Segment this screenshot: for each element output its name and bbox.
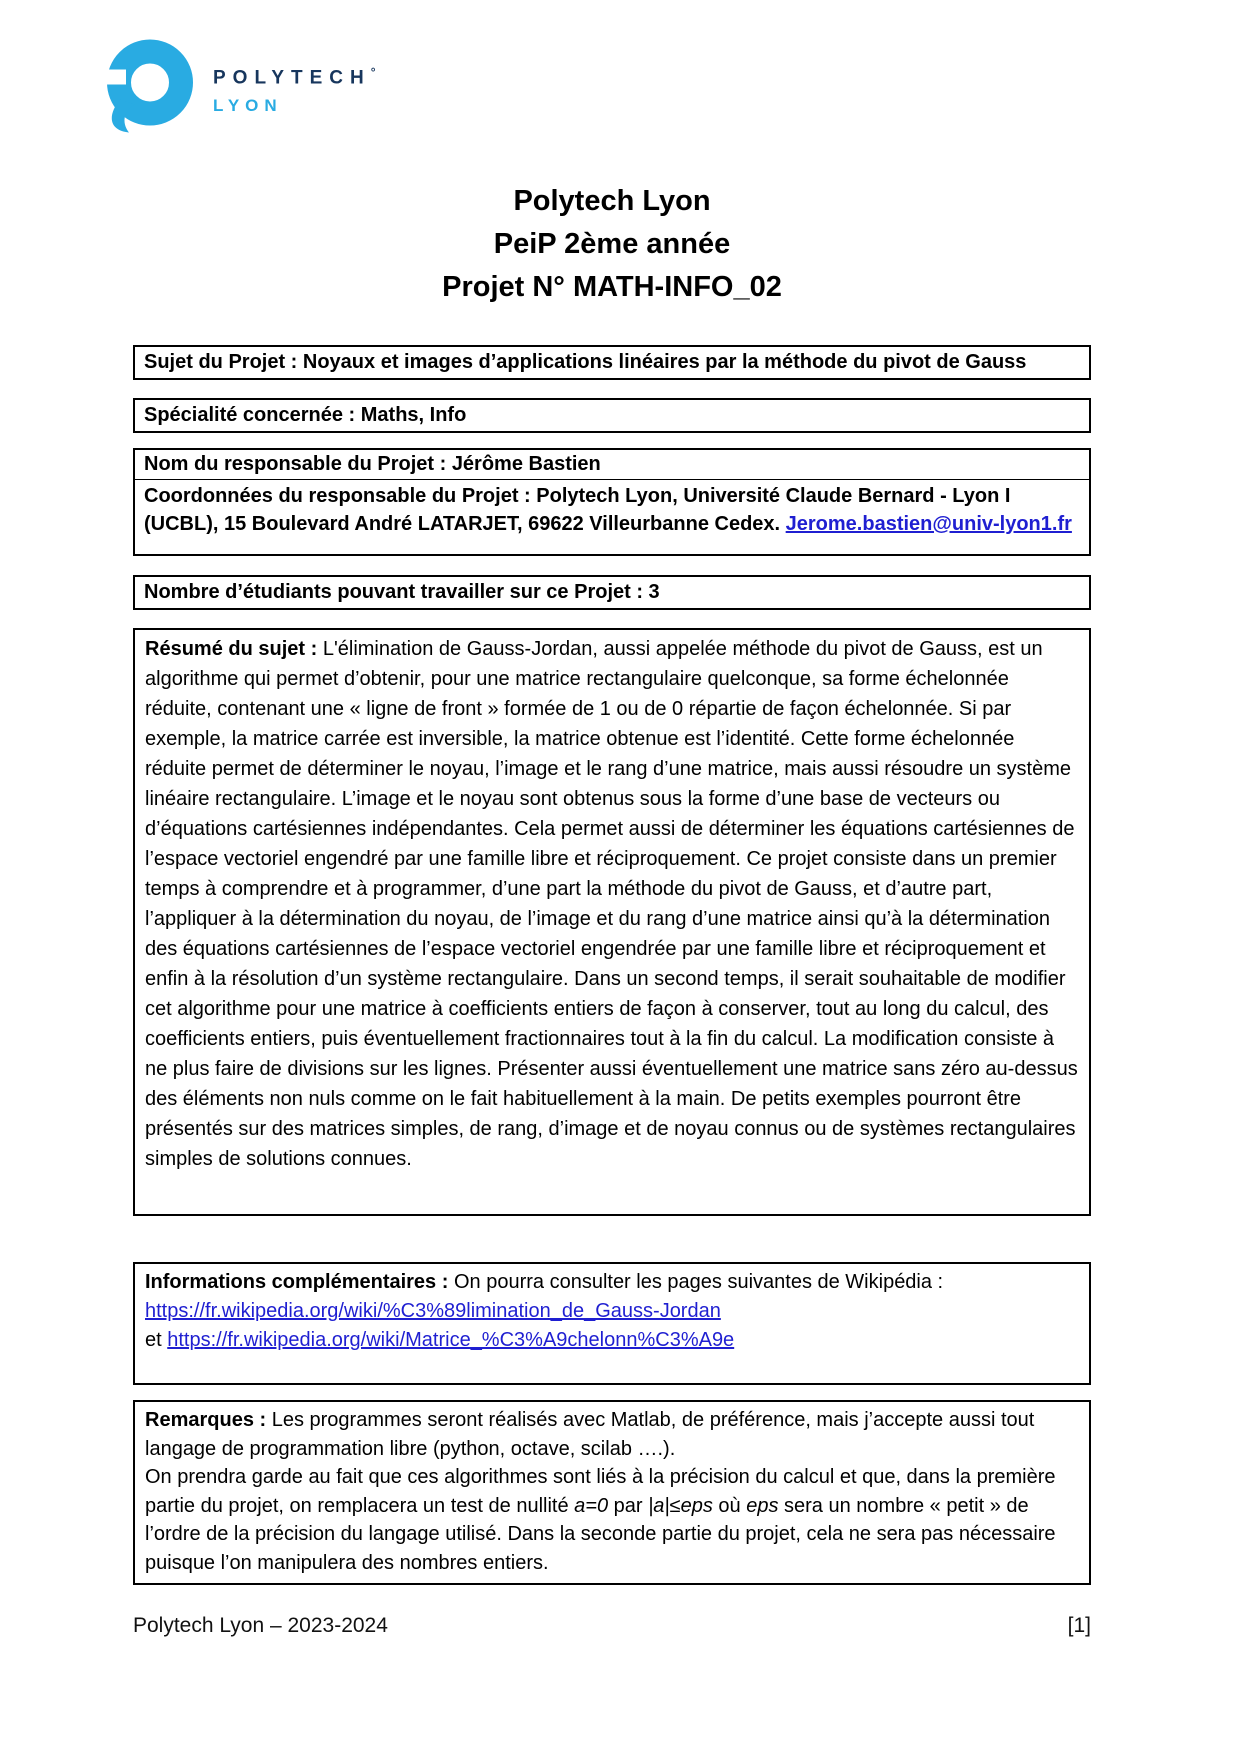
wiki-link-2[interactable]: https://fr.wikipedia.org/wiki/Matrice_%C3%A9chelonn%C3%A9e	[167, 1329, 735, 1351]
document-title	[133, 180, 1091, 309]
brand-name: POLYTECH	[213, 67, 371, 89]
remarks-label: Remarques :	[145, 1409, 272, 1431]
info-link-line-1	[145, 1297, 1079, 1326]
supervisor-box	[133, 448, 1091, 556]
remarks-math-a0: a=0	[574, 1494, 609, 1517]
degree-mark: °	[370, 65, 376, 79]
remarks-math-eps: eps	[746, 1494, 779, 1517]
specialty-text: Spécialité concernée : Maths, Info	[144, 404, 467, 426]
info-link-line-2	[145, 1326, 1079, 1355]
summary-label: Résumé du sujet :	[145, 638, 318, 660]
footer-school-year: Polytech Lyon – 2023-2024	[133, 1614, 388, 1637]
subject-text: Sujet du Projet : Noyaux et images d’applications linéaires par la méthode du pivot de Gauss	[144, 351, 1027, 373]
title-line-2: PeiP 2ème année	[493, 228, 731, 260]
remarks-paragraph-2	[145, 1463, 1079, 1577]
additional-info-box	[133, 1262, 1091, 1385]
info-intro-line	[145, 1268, 1079, 1297]
logo-wordmark	[213, 60, 376, 118]
students-box	[133, 575, 1091, 610]
logo-brand-text	[213, 60, 376, 90]
title-line-1: Polytech Lyon	[513, 185, 711, 217]
polytech-p-icon	[95, 38, 201, 135]
info-link2-prefix: et	[145, 1329, 168, 1351]
subject-box	[133, 345, 1091, 380]
summary-text: L'élimination de Gauss-Jordan, aussi appelée méthode du pivot de Gauss, est un algorithme qui permet d’obtenir, pour une matrice rectangulaire quelconque, sa forme échelonnée réduite, contenant une « ligne de front » formée de 1 ou de 0 répartie de façon échelonnée. Si par exemple, la matrice carrée est inversible, la matrice obtenue est l’identité. Cette forme échelonnée réduite permet de déterminer le noyau, l’image et le rang d’une matrice, mais aussi résoudre un système linéaire rectangulaire. L’image et le noyau sont obtenus sous la forme d’une base de vecteurs ou d’équations cartésiennes indépendantes. Cela permet aussi de déterminer les équations cartésiennes de l’espace vectoriel engendré par une famille libre et réciproquement. Ce projet consiste dans un premier temps à comprendre et à programmer, d’une part la méthode du pivot de Gauss, et d’autre part, l’appliquer à la détermination du noyau, de l’image et du rang d’une matrice ainsi qu’à la détermination des équations cartésiennes de l’espace vectoriel engendrée par une famille libre et réciproquement et enfin à la résolution d’un système rectangulaire. Dans un second temps, il serait souhaitable de modifier cet algorithme pour une matrice à coefficients entiers de façon à conserver, tout au long du calcul, des coefficients entiers, puis éventuellement fractionnaires tout à la fin du calcul. La modification consiste à ne plus faire de divisions sur les lignes. Présenter aussi éventuellement une matrice sans zéro au-dessus des éléments non nuls comme on le fait habituellement à la main. De petits exemples pourront être présentés sur des matrices simples, de rang, d’image et de noyau connus ou de systèmes rectangulaires simples de solutions connues.	[145, 638, 1078, 1170]
remarks-text-2d: sera un nombre « petit » de l’ordre de la précision du langage utilisé. Dans la seconde partie du projet, cela ne sera pas nécessaire puisque l’on manipulera des nombres entiers.	[145, 1494, 1056, 1574]
footer-page-number: [1]	[1067, 1614, 1091, 1637]
supervisor-name-row	[135, 450, 1089, 480]
info-intro-text: On pourra consulter les pages suivantes de Wikipédia :	[448, 1271, 944, 1293]
remarks-box	[133, 1400, 1091, 1585]
remarks-text-2a: On prendra garde au fait que ces algorithmes sont liés à la précision du calcul et que, dans la première partie du projet, on remplacera un test de nullité	[145, 1466, 1056, 1517]
specialty-box	[133, 398, 1091, 433]
supervisor-email-link[interactable]: Jerome.bastien@univ-lyon1.fr	[785, 513, 1072, 535]
wiki-link-1[interactable]: https://fr.wikipedia.org/wiki/%C3%89limination_de_Gauss-Jordan	[145, 1300, 721, 1322]
remarks-paragraph-1	[145, 1406, 1079, 1463]
remarks-text-2b: par	[608, 1494, 649, 1517]
summary-box	[133, 628, 1091, 1216]
polytech-logo	[95, 38, 376, 135]
supervisor-name-text: Nom du responsable du Projet : Jérôme Bastien	[144, 453, 601, 475]
supervisor-contact-text: Coordonnées du responsable du Projet : Polytech Lyon, Université Claude Bernard - Lyon I (UCBL), 15 Boulevard André LATARJET, 69622 Villeurbanne Cedex.	[144, 485, 1011, 535]
supervisor-contact-row	[135, 480, 1089, 542]
remarks-text-1: Les programmes seront réalisés avec Matlab, de préférence, mais j’accepte aussi tout langage de programmation libre (python, octave, scilab ….).	[145, 1409, 1035, 1460]
students-text: Nombre d’étudiants pouvant travailler sur ce Projet : 3	[144, 581, 660, 603]
info-label: Informations complémentaires :	[145, 1271, 449, 1293]
remarks-text-2c: où	[712, 1494, 747, 1517]
remarks-math-abs-eps: |a|≤eps	[648, 1494, 713, 1517]
logo-city-text: LYON	[213, 96, 283, 116]
title-line-3: Projet N° MATH-INFO_02	[442, 271, 782, 303]
page-footer	[133, 1613, 1091, 1639]
